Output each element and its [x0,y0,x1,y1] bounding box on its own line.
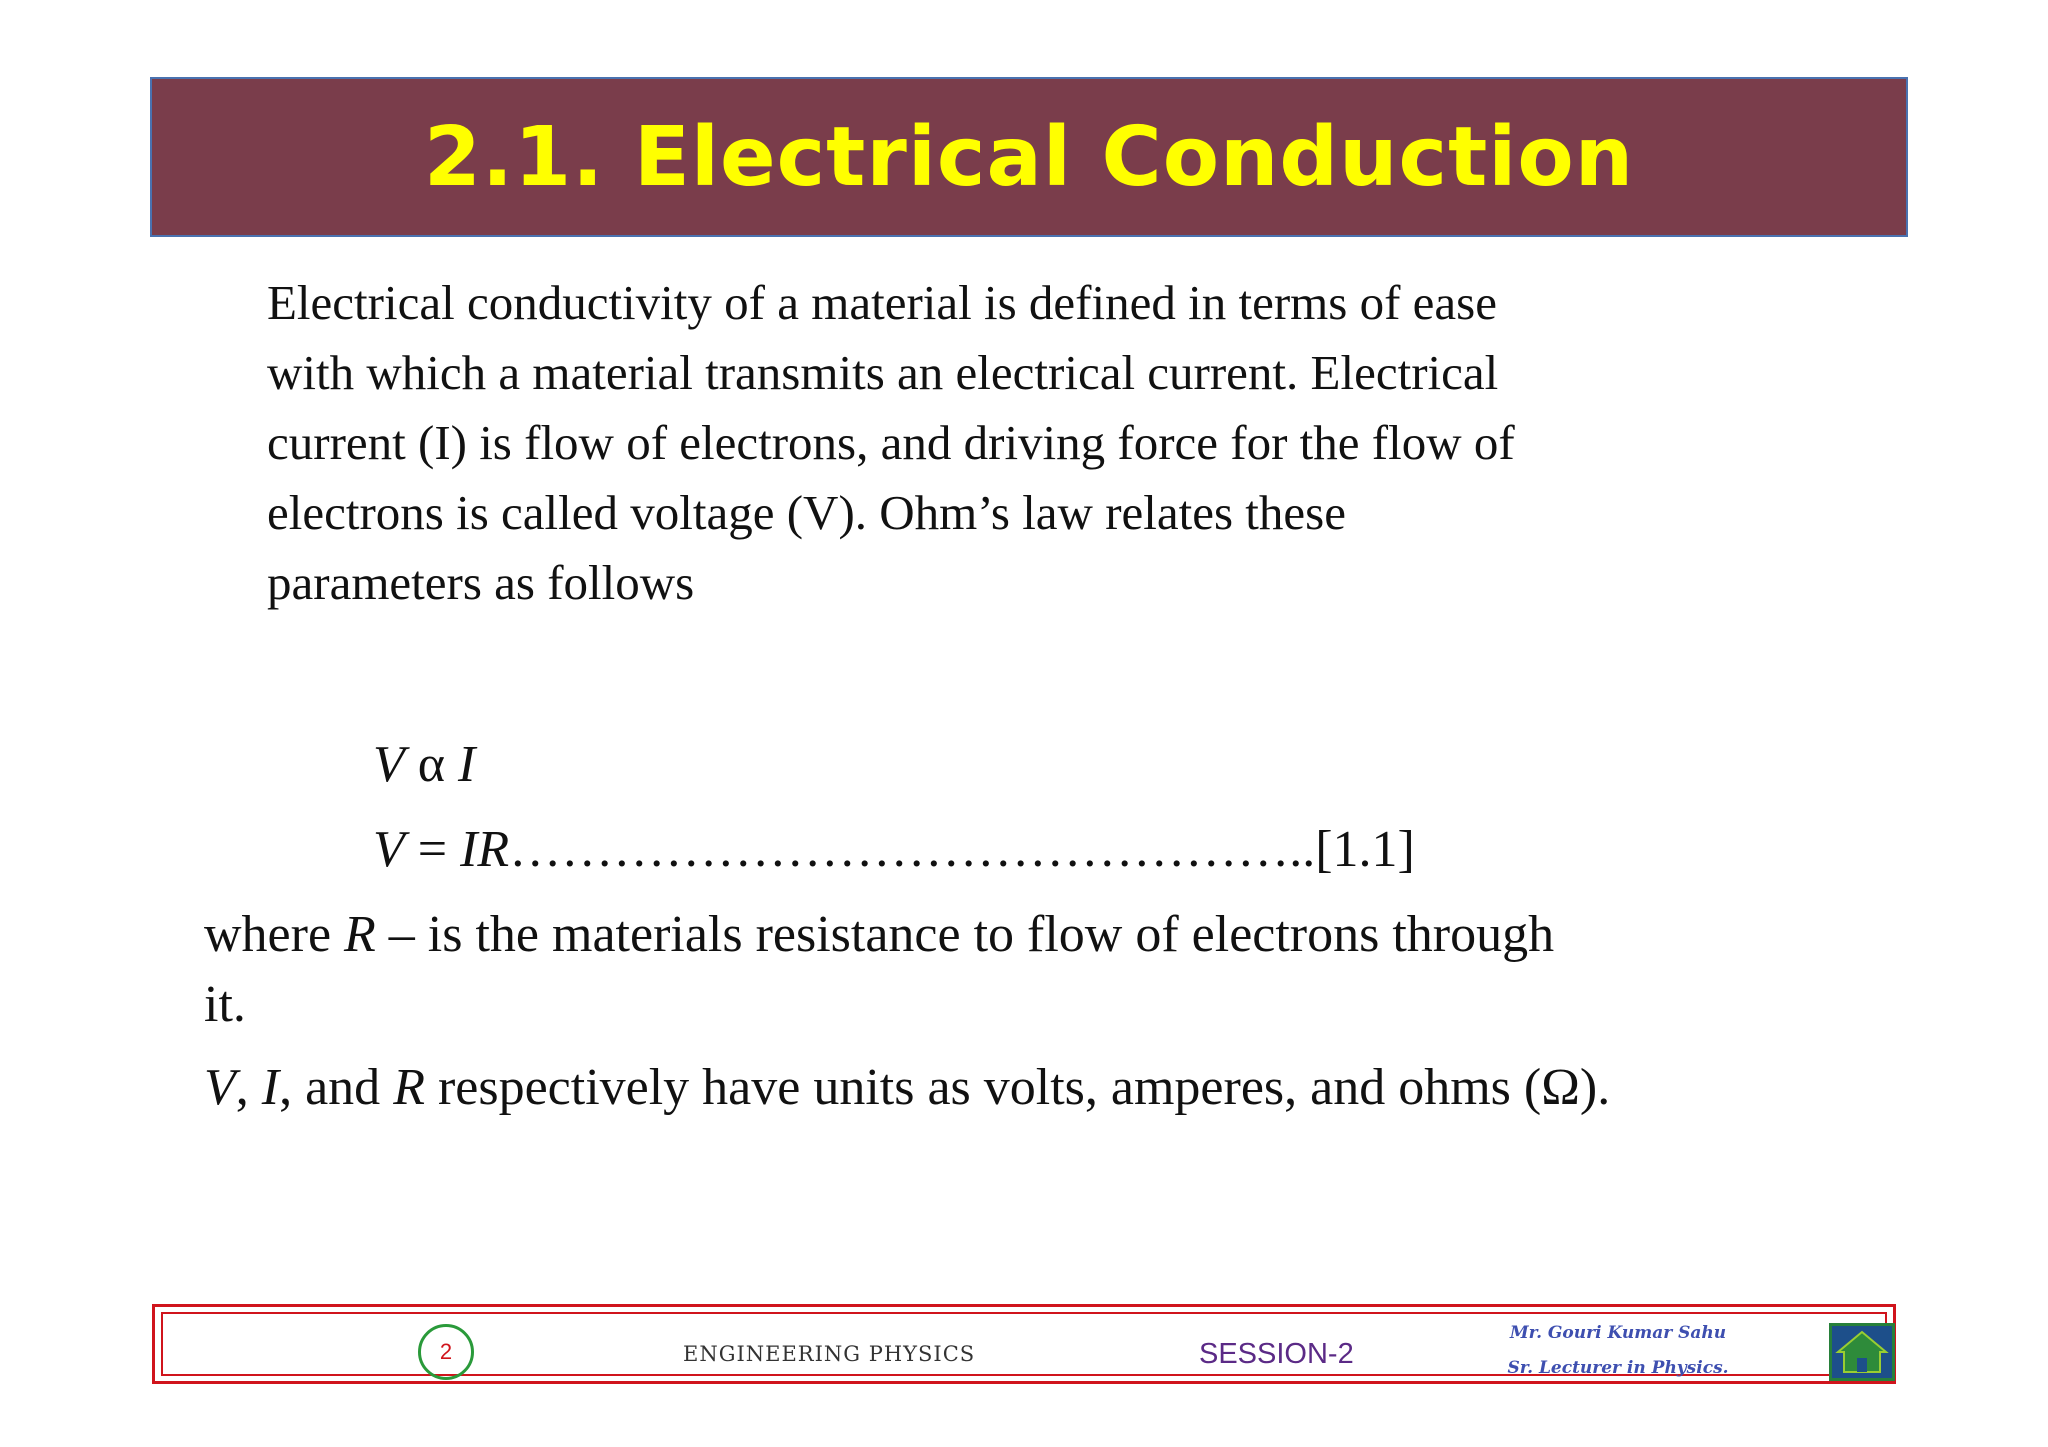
author-title: Sr. Lecturer in Physics. [1507,1358,1729,1378]
page-number-text: 2 [439,1339,453,1364]
units-sep: , [235,1059,262,1116]
where-line [204,900,1904,970]
page-number [418,1324,474,1380]
units-rest: respectively have units as volts, amperes, and ohms (Ω). [424,1059,1611,1116]
equation-proportional [373,735,475,794]
eq-equals: = [404,821,461,878]
where-paragraph [204,900,1904,1040]
where-post: – is the materials resistance to flow of electrons through [375,906,1555,963]
eq-number: ………………………………………..[1.1] [509,821,1415,878]
where-symbol-r: R [344,906,376,963]
slide-title: 2.1. Electrical Conduction [423,109,1635,205]
eq-symbol-v: V [373,736,405,793]
eq-symbol-v: V [373,821,405,878]
units-sep: , and [279,1059,394,1116]
course-name: ENGINEERING PHYSICS [683,1342,976,1366]
home-button[interactable] [1829,1323,1895,1381]
eq-symbol-i: I [458,736,476,793]
session-label: SESSION-2 [1199,1338,1354,1370]
paragraph-line: parameters as follows [267,555,695,610]
footer-bar [152,1304,1896,1384]
paragraph-line: with which a material transmits an electrical current. Electrical [267,345,1499,400]
paragraph-line: Electrical conductivity of a material is defined in terms of ease [267,275,1497,330]
paragraph-line: current (I) is flow of electrons, and driving force for the flow of [267,415,1515,470]
author-block [1493,1316,1743,1386]
paragraph-line: electrons is called voltage (V). Ohm’s law relates these [267,485,1346,540]
footer-inner-border [161,1312,1887,1376]
equation-ohms-law [373,820,1415,879]
title-banner [150,77,1908,237]
units-symbol-i: I [261,1059,280,1116]
units-symbol-r: R [393,1059,425,1116]
units-line [204,1058,1610,1117]
where-pre: where [204,906,345,963]
home-icon [1832,1326,1892,1378]
eq-alpha: α [404,736,459,793]
where-line-2: it. [204,976,246,1033]
author-name: Mr. Gouri Kumar Sahu [1509,1323,1727,1343]
units-symbol-v: V [204,1059,236,1116]
intro-paragraph [267,268,1867,618]
eq-symbol-ir: IR [460,821,510,878]
